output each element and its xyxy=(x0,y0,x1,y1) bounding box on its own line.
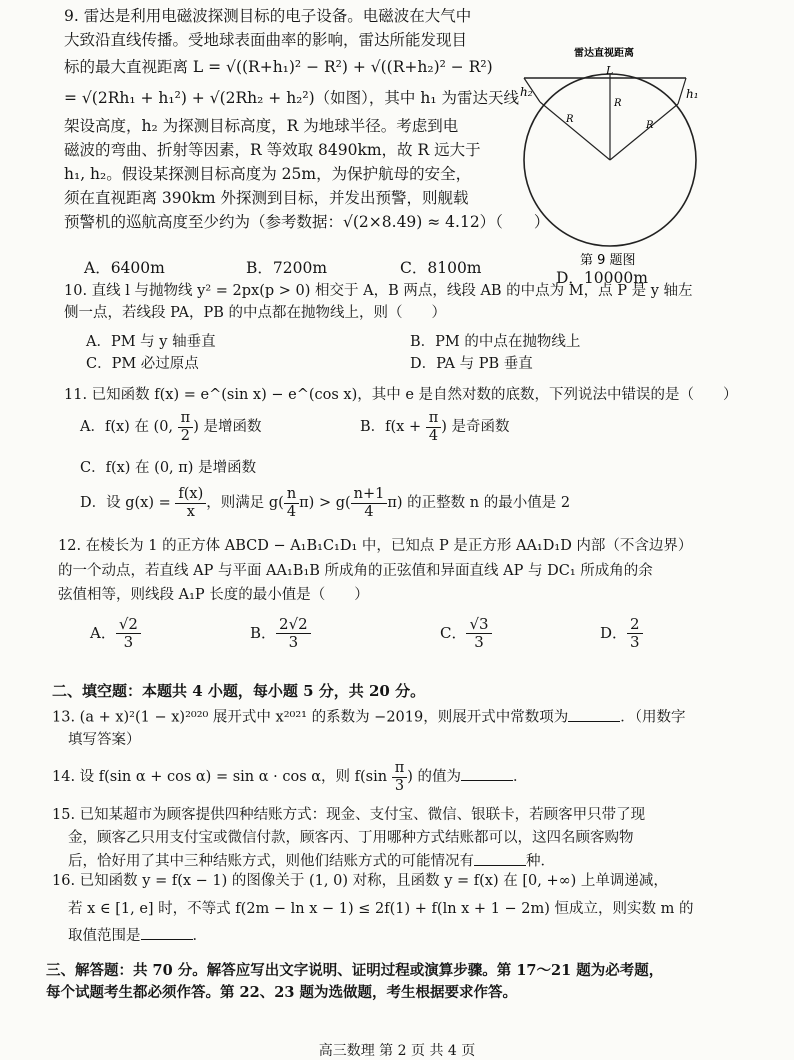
q11-option-b-post: ) 是奇函数 xyxy=(441,419,510,436)
question-14 xyxy=(52,760,772,794)
label-R-left: R xyxy=(566,114,574,125)
q14-text: ) 的值为 xyxy=(407,769,462,786)
q11-option-d-mid1: ，则满足 g( xyxy=(206,495,284,512)
radius-left xyxy=(540,102,610,160)
q13-line2: 填写答案） xyxy=(68,731,141,748)
q15-line: 金，顾客乙只用支付宝或微信付款，顾客丙、丁用哪种方式结账都可以，这四名顾客购物 xyxy=(68,830,634,847)
fraction-denominator: x xyxy=(186,503,195,520)
fraction-denominator: 4 xyxy=(364,503,374,520)
section-2-title: 二、填空题：本题共 4 小题，每小题 5 分，共 20 分。 xyxy=(52,682,426,700)
q13-line1 xyxy=(52,706,772,729)
label-R-right: R xyxy=(646,120,654,131)
section-3-line: 三、解答题：共 70 分。解答应写出文字说明、证明过程或演算步骤。第 17～21 题为必考题， xyxy=(46,962,664,979)
q14-line: 14. 设 f(sin α + cos α) = sin α · cos α，则 f(sin $\frac{\pi}{3}$ ) 的值为 ． xyxy=(52,760,528,794)
fraction xyxy=(392,760,408,794)
figure-title: 雷达直视距离 xyxy=(574,48,634,59)
q10-option-c[interactable]: C．PM 必过原点 xyxy=(86,356,199,372)
radius-right xyxy=(610,104,678,160)
q12-line: 的一个动点，若直线 AP 与平面 AA₁B₁B 所成角的正弦值和异面直线 AP 与 DC₁ 所成角的余 xyxy=(58,562,653,579)
fraction-denominator: 3 xyxy=(394,777,405,794)
option-label: A． xyxy=(90,623,116,642)
fraction-numerator: √2 xyxy=(116,616,141,634)
q9-line: = √(2Rh₁ + h₁²) + √(2Rh₂ + h₂²)（如图），其中 h₁ 为雷达天线 xyxy=(64,89,519,108)
q9-option-d[interactable]: D．10000m xyxy=(556,269,648,287)
q12-option-d[interactable] xyxy=(600,616,643,652)
q11-option-b-pre: B．f(x + xyxy=(360,419,426,436)
fraction-numerator: n xyxy=(284,486,299,504)
q9-line: 预警机的巡航高度至少约为（参考数据：√(2×8.49) ≈ 4.12）（ ） xyxy=(64,213,550,232)
q10-option-b[interactable]: B．PM 的中点在抛物线上 xyxy=(410,334,581,350)
question-13 xyxy=(52,706,772,751)
q9-option-c[interactable]: C．8100m xyxy=(400,259,482,277)
q12-option-a[interactable] xyxy=(90,616,141,652)
fraction xyxy=(178,410,194,444)
fraction-numerator: 2 xyxy=(627,616,643,634)
q10-line: 10. 直线 l 与抛物线 y² = 2px(p > 0) 相交于 A，B 两点，线段 AB 的中点为 M，点 P 是 y 轴左 xyxy=(64,283,693,299)
figure-caption: 第 9 题图 xyxy=(580,253,636,268)
q11-option-b[interactable] xyxy=(360,410,510,444)
label-R-top: R xyxy=(614,98,622,109)
fraction-denominator: 4 xyxy=(428,427,439,444)
fraction xyxy=(351,486,388,520)
fraction-denominator: 2 xyxy=(180,427,191,444)
option-label: B． xyxy=(250,623,277,642)
q13-text: 13. (a + x)²(1 − x)²⁰²⁰ 展开式中 x²⁰²¹ 的系数为 −2019，则展开式中常数项为 xyxy=(52,709,569,726)
question-11 xyxy=(64,384,764,406)
q9-line: 架设高度，h₂ 为探测目标高度，R 为地球半径。考虑到电 xyxy=(64,117,459,136)
fraction-numerator: π xyxy=(392,760,408,778)
q15-text: 种． xyxy=(526,853,555,870)
fraction-numerator: √3 xyxy=(466,616,491,634)
q11-option-a-pre: A．f(x) 在 (0, xyxy=(80,419,178,436)
fraction xyxy=(466,616,491,652)
section-3-line: 每个试题考生都必须作答。第 22、23 题为选做题，考生根据要求作答。 xyxy=(46,983,517,1001)
q15-answer-blank[interactable] xyxy=(474,850,526,866)
radar-figure xyxy=(510,40,710,280)
fraction xyxy=(116,616,141,652)
q11-option-c[interactable]: C．f(x) 在 (0, π) 是增函数 xyxy=(80,460,257,476)
fraction-numerator: 2√2 xyxy=(276,616,311,634)
q9-line: 须在直视距离 390km 外探测到目标，并发出预警，则舰载 xyxy=(64,189,469,208)
q9-line: h₁, h₂。假设某探测目标高度为 25m，为保护航母的安全， xyxy=(64,165,472,184)
page-footer: 高三数理 第 2 页 共 4 页 xyxy=(318,1043,476,1059)
q9-option-b[interactable]: B．7200m xyxy=(246,259,328,277)
fraction xyxy=(284,486,299,520)
q11-option-d-mid2: π) > g( xyxy=(299,495,351,512)
q9-line: 9. 雷达是利用电磁波探测目标的电子设备。电磁波在大气中 xyxy=(64,7,472,25)
fraction xyxy=(426,410,442,444)
q11-option-a-post: ) 是增函数 xyxy=(193,419,262,436)
radar-diagram xyxy=(510,40,710,280)
q14-answer-blank[interactable] xyxy=(461,766,513,782)
question-9 xyxy=(64,4,550,234)
fraction-denominator: 3 xyxy=(288,633,299,652)
q16-line: 16. 已知函数 y = f(x − 1) 的图像关于 (1, 0) 对称，且函数 y = f(x) 在 [0, +∞) 上单调递减， xyxy=(52,873,668,889)
question-16 xyxy=(52,868,782,951)
fraction-numerator: π xyxy=(178,410,194,428)
fraction-denominator: 3 xyxy=(630,633,640,652)
label-L: L xyxy=(606,64,614,77)
question-10 xyxy=(64,280,754,325)
option-label: D． xyxy=(600,623,628,642)
fraction xyxy=(627,616,643,652)
question-15 xyxy=(52,804,772,874)
q16-text: 取值范围是 xyxy=(68,928,141,945)
q9-line: 标的最大直视距离 L = √((R+h₁)² − R²) + √((R+h₂)² − R²) xyxy=(64,58,493,77)
q10-line: 侧一点，若线段 PA，PB 的中点都在抛物线上，则（ ） xyxy=(64,305,447,322)
section-3-heading xyxy=(46,960,663,1004)
q13-answer-blank[interactable] xyxy=(568,706,620,722)
label-h2: h₂ xyxy=(520,85,533,99)
q16-line3: 取值范围是 ． xyxy=(52,923,782,951)
q11-option-a[interactable] xyxy=(80,410,261,444)
fraction-denominator: 4 xyxy=(286,503,297,520)
fraction-numerator: π xyxy=(426,410,442,428)
q12-option-b[interactable] xyxy=(250,616,311,652)
q14-text: 14. 设 f(sin α + cos α) = sin α · cos α，则 f(sin xyxy=(52,769,392,786)
q15-text: 后，恰好用了其中三种结账方式，则他们结账方式的可能情况有 xyxy=(68,853,474,870)
q12-line: 12. 在棱长为 1 的正方体 ABCD − A₁B₁C₁D₁ 中，已知点 P 是正方形 AA₁D₁D 内部（不含边界） xyxy=(58,538,693,554)
q10-option-a[interactable]: A．PM 与 y 轴垂直 xyxy=(86,334,216,350)
section-2-heading xyxy=(52,680,425,703)
option-label: C． xyxy=(440,623,467,642)
fraction xyxy=(276,616,311,652)
fraction-denominator: 3 xyxy=(123,633,134,652)
q9-line: 磁波的弯曲、折射等因素，R 等效取 8490km，故 R 远大于 xyxy=(64,141,481,160)
fraction-numerator: f(x) xyxy=(175,486,206,504)
q9-option-a[interactable]: A．6400m xyxy=(84,259,165,277)
q10-option-d[interactable]: D．PA 与 PB 垂直 xyxy=(410,356,533,372)
fraction xyxy=(175,486,206,520)
q9-line: 大致沿直线传播。受地球表面曲率的影响，雷达所能发现目 xyxy=(64,31,468,50)
q15-line: 15. 已知某超市为顾客提供四种结账方式：现金、支付宝、微信、银联卡，若顾客甲只带了现 xyxy=(52,807,646,823)
fraction-numerator: n+1 xyxy=(351,486,388,504)
q13-text: ．（用数字 xyxy=(620,709,686,726)
q11-stem: 11. 已知函数 f(x) = e^(sin x) − e^(cos x)，其中 e 是自然对数的底数，下列说法中错误的是（ ） xyxy=(64,387,738,403)
q12-option-c[interactable] xyxy=(440,616,492,652)
q11-option-d-post: π) 的正整数 n 的最小值是 2 xyxy=(387,495,571,512)
label-h1: h₁ xyxy=(686,87,699,101)
q11-option-d[interactable] xyxy=(80,486,570,520)
q16-line: 若 x ∈ [1, e] 时，不等式 f(2m − ln x − 1) ≤ 2f(1) + f(ln x + 1 − 2m) 恒成立，则实数 m 的 xyxy=(68,900,694,917)
question-12 xyxy=(58,534,768,608)
q12-line: 弦值相等，则线段 A₁P 长度的最小值是（ ） xyxy=(58,587,369,604)
q11-option-d-pre: D．设 g(x) = xyxy=(80,495,176,512)
q16-answer-blank[interactable] xyxy=(141,925,193,941)
fraction-denominator: 3 xyxy=(474,633,484,652)
height-h1 xyxy=(678,78,686,104)
